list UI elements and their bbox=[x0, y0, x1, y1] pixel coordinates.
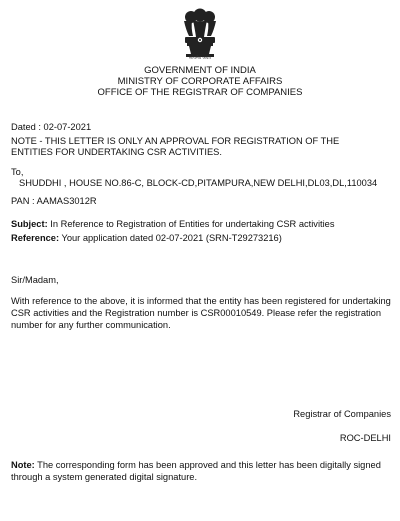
pan-number: PAN : AAMAS3012R bbox=[11, 196, 97, 206]
subject-line bbox=[11, 219, 391, 230]
header-ministry: MINISTRY OF CORPORATE AFFAIRS bbox=[117, 76, 283, 87]
body-line-2: CSR activities and the Registration number is CSR00010549. Please refer the registration bbox=[11, 308, 382, 318]
addressee-address: SHUDDHI , HOUSE NO.86-C, BLOCK-CD,PITAMPURA,NEW DELHI,DL03,DL,110034 bbox=[19, 178, 378, 188]
footer-note-line-2: through a system generated digital signature. bbox=[11, 472, 198, 482]
salutation: Sir/Madam, bbox=[11, 275, 59, 285]
footer-note-text-1: The corresponding form has been approved and this letter has been digitally signed bbox=[34, 460, 381, 470]
emblem-motto: सत्यमेव जयते bbox=[189, 55, 211, 60]
letter-date: Dated : 02-07-2021 bbox=[11, 122, 92, 132]
body-line-3: number for any further communication. bbox=[11, 320, 171, 330]
to-label: To, bbox=[11, 167, 24, 177]
header-government: GOVERNMENT OF INDIA bbox=[144, 65, 256, 76]
footer-note-line-1 bbox=[11, 460, 391, 471]
approval-note-line-1: NOTE - THIS LETTER IS ONLY AN APPROVAL FOR REGISTRATION OF THE bbox=[11, 136, 340, 146]
reference-text: Your application dated 02-07-2021 (SRN-T29273216) bbox=[59, 233, 282, 243]
signature-office: ROC-DELHI bbox=[339, 433, 391, 443]
reference-label: Reference: bbox=[11, 233, 60, 243]
subject-label: Subject: bbox=[11, 219, 48, 229]
approval-note-line-2: ENTITIES FOR UNDERTAKING CSR ACTIVITIES. bbox=[11, 147, 222, 157]
body-line-1: With reference to the above, it is informed that the entity has been registered for undertaking bbox=[11, 296, 391, 306]
signature-title: Registrar of Companies bbox=[293, 409, 391, 419]
subject-text: In Reference to Registration of Entities for undertaking CSR activities bbox=[47, 219, 335, 229]
header-office: OFFICE OF THE REGISTRAR OF COMPANIES bbox=[97, 87, 303, 98]
reference-line bbox=[11, 233, 391, 244]
state-emblem-icon bbox=[177, 8, 223, 62]
footer-note-label: Note: bbox=[11, 460, 35, 470]
